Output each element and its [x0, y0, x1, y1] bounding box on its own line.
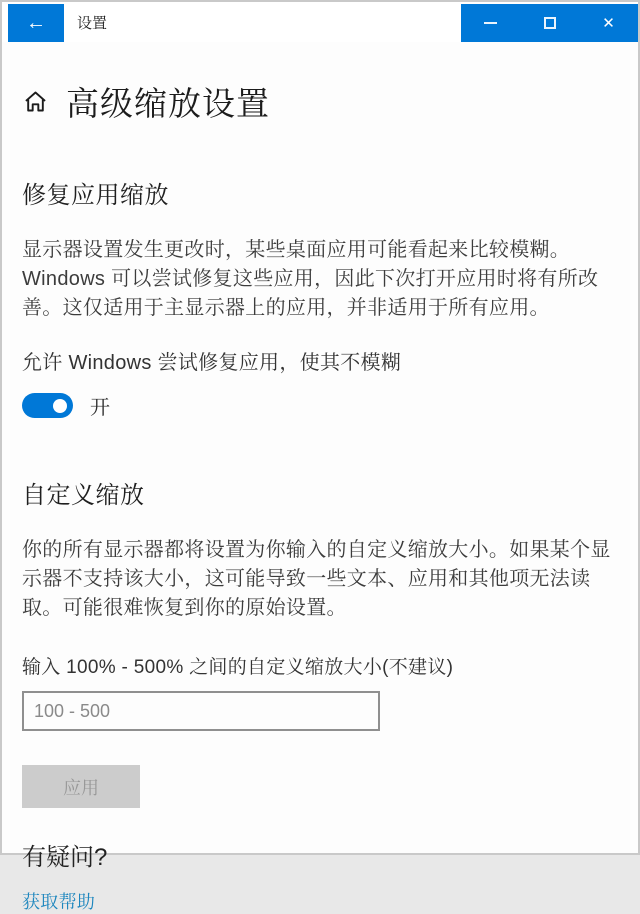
toggle-state-label: 开 — [90, 397, 110, 419]
toggle-knob-icon — [53, 399, 67, 413]
titlebar-title: 设置 — [77, 14, 108, 32]
home-icon — [22, 88, 49, 115]
page-title: 高级缩放设置 — [66, 85, 270, 122]
window-controls — [461, 4, 638, 42]
close-icon: ✕ — [602, 15, 615, 32]
minimize-button[interactable] — [461, 4, 520, 42]
back-button[interactable] — [8, 4, 64, 42]
help-heading: 有疑问? — [22, 844, 108, 871]
fix-apps-toggle[interactable] — [22, 393, 73, 418]
fix-scaling-heading: 修复应用缩放 — [22, 182, 169, 209]
get-help-link[interactable]: 获取帮助 — [22, 892, 96, 912]
settings-page-content — [2, 78, 638, 914]
page-header — [22, 78, 612, 125]
minimize-icon — [484, 22, 497, 24]
fix-scaling-description: 显示器设置发生更改时，某些桌面应用可能看起来比较模糊。Windows 可以尝试修复这些应用，因此下次打开应用时将有所改善。这仅适用于主显示器上的应用，并非适用于所有应用。 — [22, 239, 599, 319]
custom-scale-input[interactable] — [22, 691, 380, 731]
fix-apps-toggle-label: 允许 Windows 尝试修复应用，使其不模糊 — [22, 352, 402, 374]
maximize-button[interactable] — [520, 4, 579, 42]
titlebar — [2, 2, 638, 42]
maximize-icon — [544, 17, 556, 29]
fix-apps-toggle-row — [22, 391, 612, 420]
custom-scaling-description: 你的所有显示器都将设置为你输入的自定义缩放大小。如果某个显示器不支持该大小，这可能导致一些文本、应用和其他项无法读取。可能很难恢复到你的原始设置。 — [22, 539, 611, 619]
custom-scaling-heading: 自定义缩放 — [22, 482, 145, 509]
custom-scale-input-label: 输入 100% - 500% 之间的自定义缩放大小(不建议) — [22, 657, 454, 678]
close-button[interactable] — [579, 4, 638, 42]
back-arrow-icon: ← — [26, 11, 46, 34]
apply-button[interactable]: 应用 — [22, 765, 140, 808]
